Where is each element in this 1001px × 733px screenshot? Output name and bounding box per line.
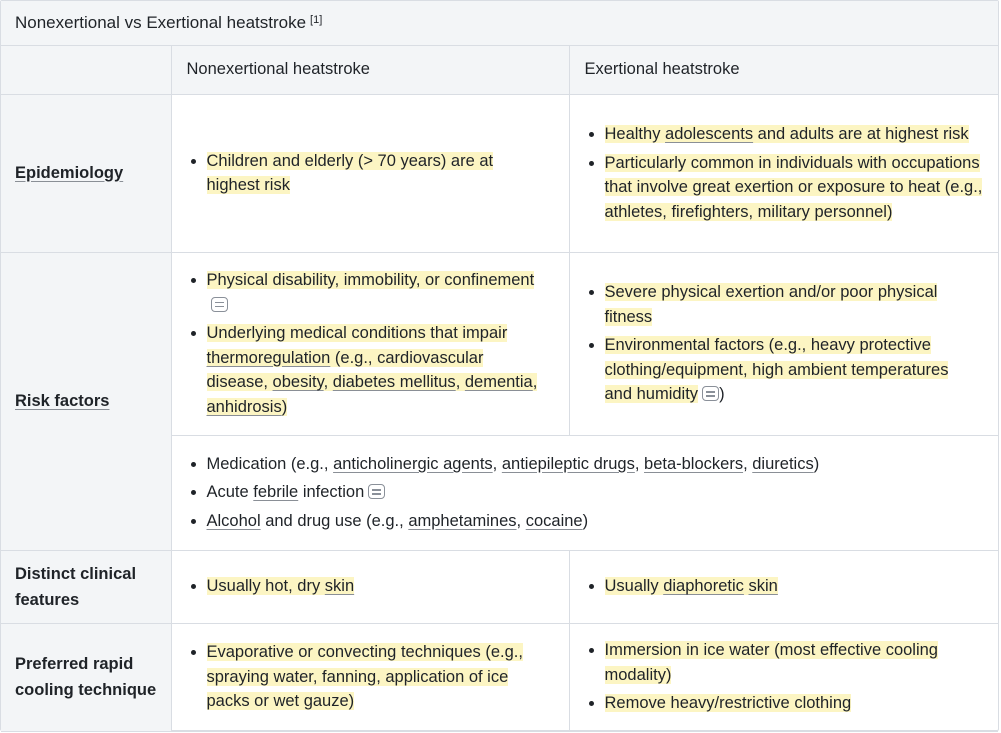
link-beta-blockers[interactable]: beta-blockers (644, 454, 744, 473)
list-item: • Usually diaphoretic skin (605, 574, 999, 599)
table-row-epidemiology (1, 94, 998, 252)
list-item: • Healthy adolescents and adults are at highest risk (605, 122, 989, 147)
cell-risk-exertional (569, 252, 998, 435)
note-icon[interactable] (211, 297, 228, 312)
link-diabetes[interactable]: diabetes mellitus (332, 373, 456, 391)
table-row-clinical-features (1, 550, 998, 623)
header-nonexertional: Nonexertional heatstroke (171, 46, 569, 94)
cell-risk-shared (171, 435, 998, 550)
link-skin[interactable]: skin (748, 577, 778, 596)
link-diaphoretic[interactable]: diaphoretic (663, 577, 744, 596)
list-item: • Immersion in ice water (most effective cooling modality) (605, 638, 969, 687)
link-thermoregulation[interactable]: thermoregulation (206, 348, 331, 367)
link-febrile[interactable]: febrile (253, 483, 299, 502)
link-adolescents[interactable]: adolescents (665, 125, 754, 143)
header-exertional: Exertional heatstroke (569, 46, 998, 94)
table-title-text: Nonexertional vs Exertional heatstroke (15, 13, 307, 32)
link-skin[interactable]: skin (324, 577, 355, 596)
comparison-table (1, 46, 998, 732)
table-header-row (1, 46, 998, 94)
link-antiepileptic[interactable]: antiepileptic drugs (501, 454, 635, 473)
cell-risk-nonexertional (171, 252, 569, 435)
link-diuretics[interactable]: diuretics (752, 454, 814, 473)
row-label-risk-factors[interactable]: Risk factors (1, 252, 171, 550)
link-cocaine[interactable]: cocaine (525, 511, 583, 530)
citation-link[interactable]: [1] (310, 14, 323, 26)
link-alcohol[interactable]: Alcohol (206, 511, 261, 530)
link-dementia[interactable]: dementia (464, 373, 533, 391)
row-label-epidemiology[interactable]: Epidemiology (1, 94, 171, 252)
table-row-cooling-technique (1, 623, 998, 731)
cell-epidemiology-exertional (569, 94, 998, 252)
row-label-cooling-technique: Preferred rapid cooling technique (1, 623, 171, 731)
list-item: • Severe physical exertion and/or poor physical fitness (605, 280, 979, 329)
row-label-clinical-features: Distinct clinical features (1, 550, 171, 623)
note-icon[interactable] (702, 386, 719, 401)
list-item: • Physical disability, immobility, or confinement (207, 268, 539, 317)
table-row-risk-factors (1, 252, 998, 435)
list-item: • Environmental factors (e.g., heavy protective clothing/equipment, high ambient temperatures and humidity ) (605, 333, 979, 407)
cell-clinical-nonexertional (171, 550, 569, 623)
list-item: • Medication (e.g., anticholinergic agents, antiepileptic drugs, beta-blockers, diuretics) (207, 452, 999, 477)
list-item: • Usually hot, dry skin (207, 574, 569, 599)
list-item: • Alcohol and drug use (e.g., amphetamines, cocaine) (207, 509, 999, 534)
list-item: • Particularly common in individuals with occupations that involve great exertion or exposure to heat (e.g., athletes, firefighters, military personnel) (605, 151, 989, 225)
list-item: • Children and elderly (> 70 years) are at highest risk (207, 149, 529, 198)
cell-epidemiology-nonexertional (171, 94, 569, 252)
list-item: • Acute febrile infection (207, 480, 999, 505)
table-title (1, 1, 998, 46)
link-anticholinergic[interactable]: anticholinergic agents (333, 454, 493, 473)
header-empty (1, 46, 171, 94)
list-item: • Remove heavy/restrictive clothing (605, 691, 969, 716)
note-icon[interactable] (368, 484, 385, 499)
list-item: • Evaporative or convecting techniques (e.g., spraying water, fanning, application of ice packs or wet gauze) (207, 640, 539, 714)
link-amphetamines[interactable]: amphetamines (408, 511, 517, 530)
list-item: • Underlying medical conditions that impair thermoregulation (e.g., cardiovascular disease, obesity, diabetes mellitus, dementia, anhidrosis) (207, 321, 539, 419)
link-anhidrosis[interactable]: anhidrosis (206, 397, 282, 416)
cell-cooling-nonexertional (171, 623, 569, 731)
cell-cooling-exertional (569, 623, 998, 731)
link-obesity[interactable]: obesity (272, 373, 324, 391)
cell-clinical-exertional (569, 550, 998, 623)
